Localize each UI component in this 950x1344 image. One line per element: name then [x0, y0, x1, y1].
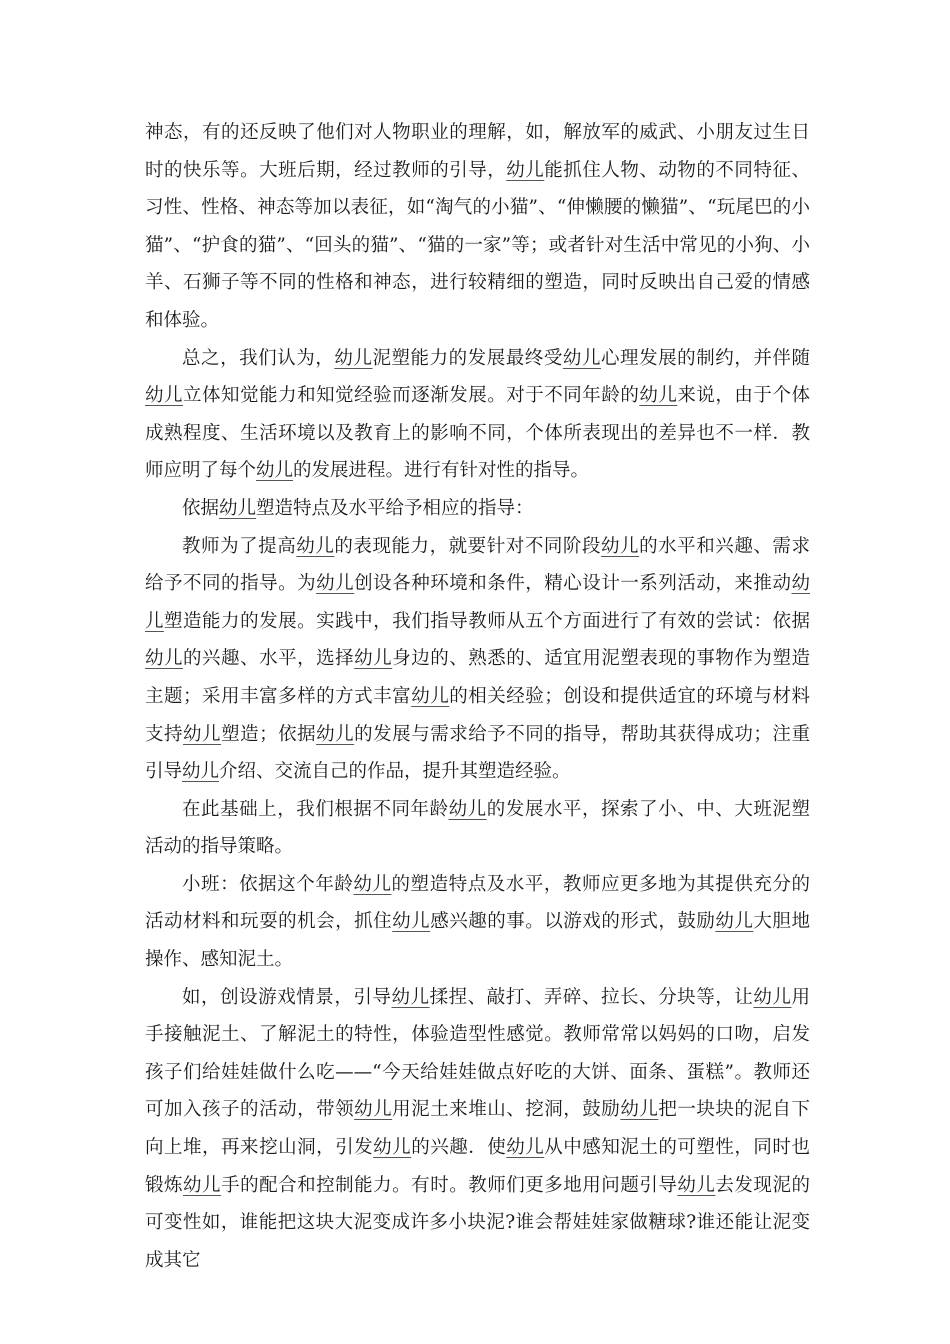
paragraph — [145, 866, 810, 979]
text-run: 心理发展的制约，并伴随 — [601, 347, 810, 369]
underlined-keyword: 幼儿 — [448, 798, 487, 820]
text-run: 能抓住人物、动物的不同特征、习性、性格、神态等加以表征，如“淘气的小猫”、“伸懒腰的懒猫”、“玩尾巴的小猫”、“护食的猫”、“回头的猫”、“猫的一家”等；或者针对生活中常见的小狗、小羊、石狮子等不同的性格和神态，进行较精细的塑造，同时反映出自己爱的情感和体验。 — [145, 159, 810, 331]
underlined-keyword: 幼儿 — [753, 986, 792, 1008]
text-run: 大胆地操作、感知泥土。 — [145, 911, 810, 971]
underlined-keyword: 幼儿 — [316, 723, 355, 745]
text-run: 塑造特点及水平给予相应的指导： — [256, 497, 534, 519]
text-run: 的兴趣．使 — [411, 1137, 507, 1159]
text-run: 的发展与需求给予不同的指导，帮助其获得成功；注重引导 — [145, 723, 810, 783]
text-run: 的相关经验；创设和提供适宜的环境与材料支持 — [145, 685, 810, 745]
underlined-keyword: 幼儿 — [256, 460, 294, 482]
text-run: 的发展进程。进行有针对性的指导。 — [293, 460, 590, 482]
text-run: 总之，我们认为， — [182, 347, 335, 369]
underlined-keyword: 幼儿 — [183, 723, 222, 745]
text-run: 用泥土来堆山、挖洞，鼓励 — [392, 1099, 621, 1121]
text-run: 泥塑能力的发展最终受 — [372, 347, 563, 369]
underlined-keyword: 幼儿 — [316, 573, 355, 595]
text-run: 用手接触泥土、了解泥土的特性，体验造型性感觉。教师常常以妈妈的口吻，启发孩子们给娃娃做什么吃——“今天给娃娃做点好吃的大饼、面条、蛋糕”。教师还可加入孩子的活动，带领 — [145, 986, 810, 1121]
text-run: 小班：依据这个年龄 — [182, 873, 354, 895]
underlined-keyword: 幼儿 — [506, 1137, 545, 1159]
underlined-keyword: 幼儿 — [639, 385, 678, 407]
underlined-keyword: 幼儿 — [334, 347, 373, 369]
text-run: 的塑造特点及水平，教师应更多地为其提供充分的活动材料和玩耍的机会，抓住 — [145, 873, 810, 933]
underlined-keyword: 幼儿 — [562, 347, 601, 369]
underlined-keyword: 幼儿 — [391, 986, 430, 1008]
body-text — [145, 114, 810, 1279]
text-run: 塑造；依据 — [221, 723, 317, 745]
text-run: 感兴趣的事。以游戏的形式，鼓励 — [430, 911, 716, 933]
underlined-keyword: 幼儿 — [145, 573, 810, 632]
text-run: 创设各种环境和条件，精心设计一系列活动，来推动 — [354, 573, 792, 595]
underlined-keyword: 幼儿 — [373, 1137, 412, 1159]
paragraph — [145, 340, 810, 490]
underlined-keyword: 幼儿 — [411, 685, 450, 707]
underlined-keyword: 幼儿 — [601, 535, 640, 557]
underlined-keyword: 幼儿 — [353, 873, 392, 895]
text-run: 从中感知泥土的可塑性，同时也锻炼 — [145, 1137, 810, 1196]
underlined-keyword: 幼儿 — [219, 497, 257, 519]
text-run: 在此基础上，我们根据不同年龄 — [182, 798, 449, 820]
text-run: 的发展水平，探索了小、中、大班泥塑活动的指导策略。 — [145, 798, 810, 858]
text-run: 的兴趣、水平，选择 — [183, 648, 355, 670]
underlined-keyword: 幼儿 — [392, 911, 431, 933]
text-run: 把一块块的泥自下向上堆，再来挖山洞，引发 — [145, 1099, 810, 1159]
text-run: 教师为了提高 — [182, 535, 297, 557]
text-run: 来说，由于个体成熟程度、生活环境以及教育上的影响不同，个体所表现出的差异也不一样．教师应明了每个 — [145, 385, 810, 482]
text-run: 如，创设游戏情景，引导 — [182, 986, 392, 1008]
underlined-keyword: 幼儿 — [354, 1099, 393, 1121]
underlined-keyword: 幼儿 — [677, 1174, 716, 1196]
text-run: 塑造能力的发展。实践中，我们指导教师从五个方面进行了有效的尝试：依据 — [164, 610, 810, 632]
text-run: 介绍、交流自己的作品，提升其塑造经验。 — [219, 761, 571, 783]
paragraph — [145, 490, 810, 528]
text-run: 依据 — [182, 497, 220, 519]
underlined-keyword: 幼儿 — [620, 1099, 659, 1121]
text-run: 的表现能力，就要针对不同阶段 — [334, 535, 601, 557]
paragraph — [145, 528, 810, 791]
text-run: 去发现泥的可变性如，谁能把这块大泥变成许多小块泥?谁会帮娃娃家做糖球?谁还能让泥变成其它 — [145, 1174, 810, 1271]
text-run: 手的配合和控制能力。有时。教师们更多地用问题引导 — [221, 1174, 678, 1196]
text-run: 的水平和兴趣、需求给予不同的指导。为 — [145, 535, 810, 595]
underlined-keyword: 幼儿 — [506, 159, 545, 181]
underlined-keyword: 幼儿 — [715, 911, 754, 933]
underlined-keyword: 幼儿 — [183, 1174, 222, 1196]
underlined-keyword: 幼儿 — [182, 761, 220, 783]
text-run: 神态，有的还反映了他们对人物职业的理解，如，解放军的威武、小朋友过生日时的快乐等。大班后期，经过教师的引导， — [145, 122, 810, 181]
paragraph — [145, 979, 810, 1280]
underlined-keyword: 幼儿 — [296, 535, 335, 557]
text-run: 揉捏、敲打、弄碎、拉长、分块等，让 — [429, 986, 754, 1008]
underlined-keyword: 幼儿 — [145, 385, 184, 407]
underlined-keyword: 幼儿 — [354, 648, 393, 670]
text-run: 立体知觉能力和知觉经验而逐渐发展。对于不同年龄的 — [183, 385, 640, 407]
underlined-keyword: 幼儿 — [145, 648, 184, 670]
text-run: 身边的、熟悉的、适宜用泥塑表现的事物作为塑造主题；采用丰富多样的方式丰富 — [145, 648, 810, 707]
paragraph — [145, 114, 810, 340]
paragraph — [145, 791, 810, 866]
